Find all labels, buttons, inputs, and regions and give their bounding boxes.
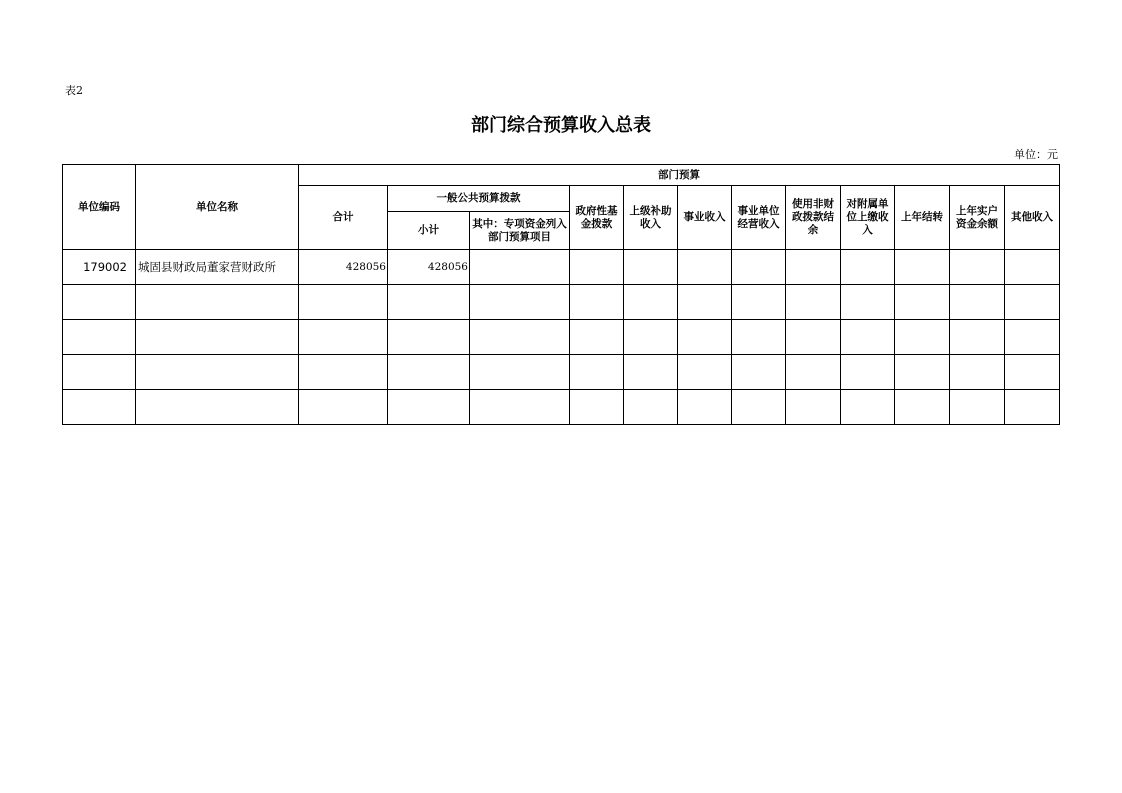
cell-carryover [895,285,950,320]
cell-superior [624,320,678,355]
cell-nonfiscal [786,355,841,390]
cell-operating [732,355,786,390]
cell-superior [624,355,678,390]
cell-nonfiscal [786,285,841,320]
cell-gov-fund [570,285,624,320]
cell-special [470,390,570,425]
cell-special [470,320,570,355]
cell-code [63,355,136,390]
cell-business [678,320,732,355]
table-row [63,355,1060,390]
cell-name [136,320,299,355]
cell-carryover [895,355,950,390]
header-general-public: 一般公共预算拨款 [388,186,570,212]
header-affiliated-income: 对附属单位上缴收入 [841,186,895,250]
cell-carryover [895,250,950,285]
cell-account-balance [950,355,1005,390]
header-business-income: 事业收入 [678,186,732,250]
cell-other [1005,390,1060,425]
cell-subtotal: 428056 [388,250,470,285]
cell-operating [732,285,786,320]
cell-affiliated [841,320,895,355]
cell-gov-fund [570,320,624,355]
header-unit-name: 单位名称 [136,165,299,250]
cell-code [63,390,136,425]
cell-affiliated [841,250,895,285]
cell-business [678,250,732,285]
header-gov-fund: 政府性基金拨款 [570,186,624,250]
cell-name [136,355,299,390]
cell-name [136,390,299,425]
cell-affiliated [841,390,895,425]
cell-carryover [895,390,950,425]
cell-superior [624,390,678,425]
cell-other [1005,355,1060,390]
cell-total [299,390,388,425]
budget-income-table [62,164,1060,425]
cell-total [299,285,388,320]
cell-superior [624,285,678,320]
cell-code [63,285,136,320]
cell-special [470,355,570,390]
cell-gov-fund [570,355,624,390]
cell-subtotal [388,320,470,355]
table-row [63,250,1060,285]
cell-other [1005,320,1060,355]
cell-account-balance [950,250,1005,285]
cell-nonfiscal [786,390,841,425]
header-special-funds: 其中：专项资金列入部门预算项目 [470,212,570,250]
cell-nonfiscal [786,250,841,285]
cell-name: 城固县财政局董家营财政所 [136,250,299,285]
cell-affiliated [841,285,895,320]
cell-subtotal [388,355,470,390]
cell-subtotal [388,390,470,425]
header-last-year-account-balance: 上年实户资金余额 [950,186,1005,250]
cell-other [1005,285,1060,320]
cell-account-balance [950,320,1005,355]
table-row [63,285,1060,320]
sheet-tag: 表2 [65,84,83,97]
cell-total [299,355,388,390]
header-superior-subsidy: 上级补助收入 [624,186,678,250]
cell-code: 179002 [63,250,136,285]
cell-nonfiscal [786,320,841,355]
cell-total: 428056 [299,250,388,285]
cell-gov-fund [570,390,624,425]
header-total: 合计 [299,186,388,250]
cell-carryover [895,320,950,355]
unit-label: 单位：元 [1014,148,1058,161]
cell-special [470,250,570,285]
cell-other [1005,250,1060,285]
cell-code [63,320,136,355]
cell-affiliated [841,355,895,390]
cell-special [470,285,570,320]
header-non-fiscal-balance: 使用非财政拨款结余 [786,186,841,250]
cell-subtotal [388,285,470,320]
cell-operating [732,390,786,425]
cell-name [136,285,299,320]
cell-gov-fund [570,250,624,285]
header-business-operating: 事业单位经营收入 [732,186,786,250]
header-last-year-carryover: 上年结转 [895,186,950,250]
cell-business [678,285,732,320]
header-dept-budget: 部门预算 [299,165,1060,186]
header-subtotal: 小计 [388,212,470,250]
cell-business [678,390,732,425]
cell-operating [732,320,786,355]
header-other-income: 其他收入 [1005,186,1060,250]
cell-superior [624,250,678,285]
cell-business [678,355,732,390]
table-body [63,250,1060,425]
table-row [63,320,1060,355]
page-title: 部门综合预算收入总表 [471,115,651,136]
header-unit-code: 单位编码 [63,165,136,250]
cell-total [299,320,388,355]
cell-operating [732,250,786,285]
table-row [63,390,1060,425]
cell-account-balance [950,390,1005,425]
cell-account-balance [950,285,1005,320]
